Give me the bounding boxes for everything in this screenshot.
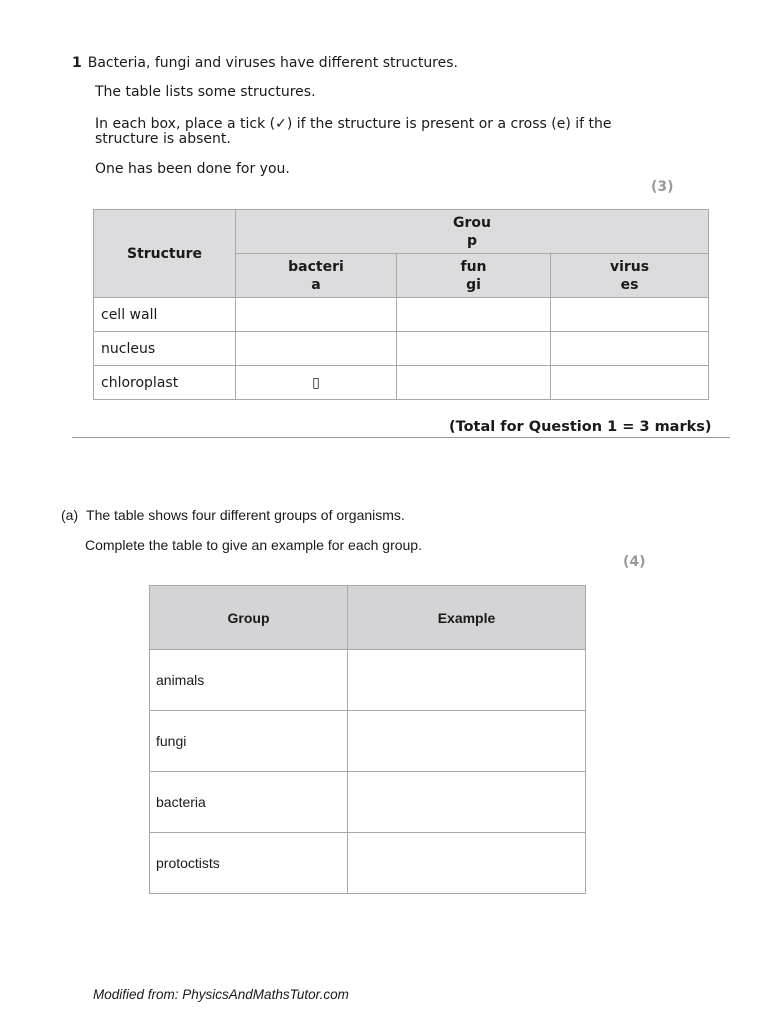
example-answer-box[interactable]: [348, 711, 586, 772]
table-row: [150, 833, 586, 894]
question-a-marks: (4): [623, 554, 646, 570]
group-header-line2: p: [466, 232, 478, 249]
question-a-line2: Complete the table to give an example for each group.: [85, 537, 422, 553]
example-column-header: Example: [348, 586, 586, 650]
column-header-viruses-line2: es: [620, 276, 639, 293]
question-a-text: The table shows four different groups of organisms.: [86, 507, 405, 523]
organisms-table: [149, 585, 586, 894]
group-cell: animals: [150, 650, 348, 711]
column-header-bacteria: [236, 254, 397, 298]
answer-box-viruses[interactable]: [551, 298, 709, 332]
table-row: [94, 332, 709, 366]
column-header-viruses-line1: virus: [609, 258, 650, 275]
question-a-label: (a): [61, 507, 79, 523]
example-answer-box[interactable]: [348, 833, 586, 894]
structure-header: [94, 210, 236, 298]
table-row: [150, 772, 586, 833]
example-answer-box[interactable]: [348, 772, 586, 833]
question-1-total: (Total for Question 1 = 3 marks): [449, 419, 712, 435]
example-answer-box[interactable]: [348, 650, 586, 711]
table-row: [150, 650, 586, 711]
question-1-intro: [72, 55, 458, 72]
question-1-line2: The table lists some structures.: [95, 84, 316, 100]
column-header-fungi-line1: fun: [460, 258, 487, 275]
answer-box-fungi[interactable]: [397, 298, 551, 332]
answer-box-bacteria[interactable]: ▯: [236, 366, 397, 400]
group-header-line1: Grou: [453, 214, 491, 231]
group-cell: bacteria: [150, 772, 348, 833]
group-header: [236, 210, 709, 254]
answer-box-bacteria[interactable]: [236, 298, 397, 332]
question-number: 1: [72, 55, 82, 71]
table-row: [94, 298, 709, 332]
question-1-instruction-line2: structure is absent.: [95, 131, 231, 147]
divider: [72, 437, 730, 438]
structure-header-label: Structure: [126, 245, 202, 262]
footer-source: Modified from: PhysicsAndMathsTutor.com: [93, 987, 349, 1002]
structures-table: [93, 209, 709, 400]
column-header-bacteria-line1: bacteri: [288, 258, 344, 275]
structure-cell: cell wall: [94, 298, 236, 332]
group-cell: protoctists: [150, 833, 348, 894]
group-column-header: Group: [150, 586, 348, 650]
question-1-instruction-line1: In each box, place a tick (✓) if the structure is present or a cross (e) if the: [95, 116, 612, 132]
question-a-intro: [61, 507, 405, 523]
column-header-viruses: [551, 254, 709, 298]
answer-box-fungi[interactable]: [397, 332, 551, 366]
group-cell: fungi: [150, 711, 348, 772]
structure-cell: chloroplast: [94, 366, 236, 400]
question-1-intro-text: Bacteria, fungi and viruses have different structures.: [87, 55, 458, 71]
column-header-fungi: [397, 254, 551, 298]
answer-box-viruses[interactable]: [551, 366, 709, 400]
question-1-line4: One has been done for you.: [95, 161, 290, 177]
structure-cell: nucleus: [94, 332, 236, 366]
table-row: [94, 366, 709, 400]
answer-box-viruses[interactable]: [551, 332, 709, 366]
column-header-fungi-line2: gi: [466, 276, 481, 293]
answer-box-fungi[interactable]: [397, 366, 551, 400]
answer-box-bacteria[interactable]: [236, 332, 397, 366]
column-header-bacteria-line2: a: [311, 276, 321, 293]
question-1-marks: (3): [651, 179, 674, 195]
table-row: [150, 711, 586, 772]
